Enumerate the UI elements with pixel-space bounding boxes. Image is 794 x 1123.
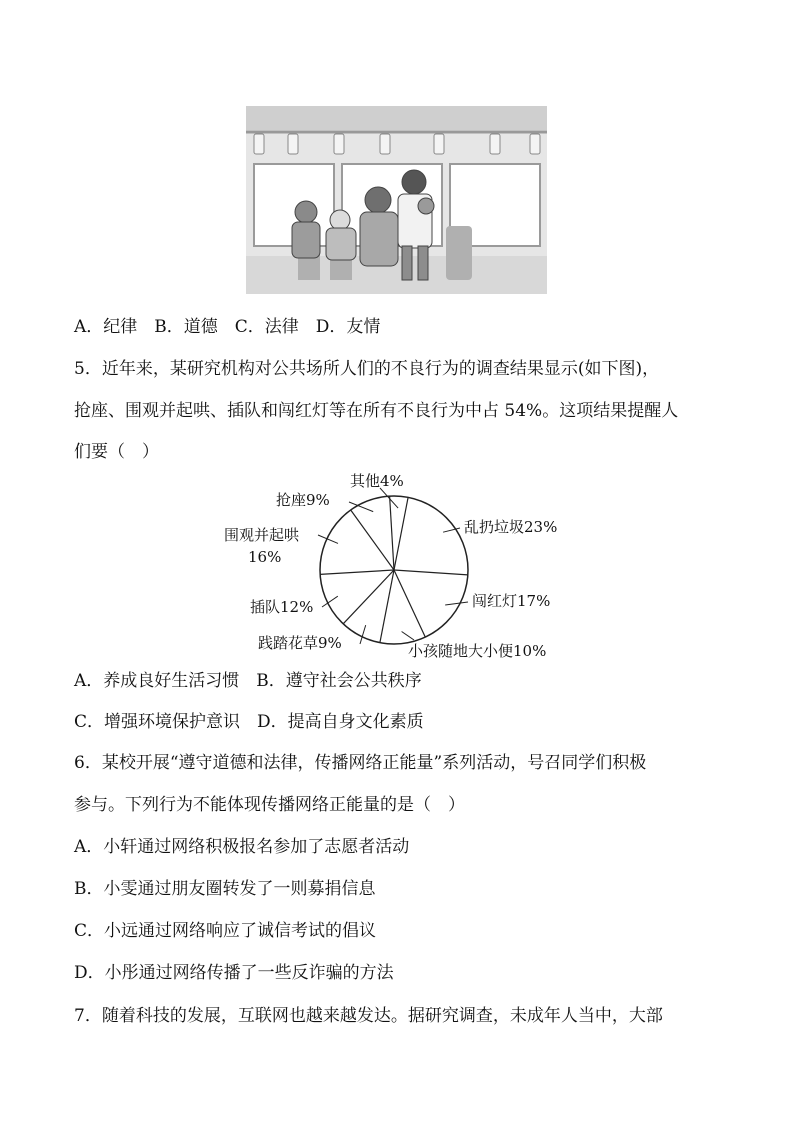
pie-slice-boundary (320, 570, 394, 574)
pie-slice-boundary (394, 570, 468, 575)
pie-leader-line (322, 596, 338, 607)
pie-leader-line (445, 602, 468, 605)
q5-stem-line2: 抢座、围观并起哄、插队和闯红灯等在所有不良行为中占 54%。这项结果提醒人 (74, 401, 679, 421)
pie-slice-label-value: 16% (248, 548, 282, 566)
q6-option-b: B．小雯通过朋友圈转发了一则募捐信息 (74, 879, 376, 899)
q5-stem-line3: 们要（ ） (74, 442, 159, 462)
q6-option-a: A．小轩通过网络积极报名参加了志愿者活动 (74, 837, 410, 857)
q7-stem-line1: 7．随着科技的发展，互联网也越来越发达。据研究调查，未成年人当中，大部 (74, 1006, 663, 1026)
pie-leader-line (360, 625, 366, 644)
pie-slice-label: 围观并起哄 (224, 526, 300, 544)
q6-option-c: C．小远通过网络响应了诚信考试的倡议 (74, 921, 377, 941)
pie-chart (210, 462, 590, 667)
q6-stem-line2: 参与。下列行为不能体现传播网络正能量的是（ ） (74, 795, 465, 815)
pie-slice-boundary (390, 496, 394, 570)
pie-chart-svg (210, 462, 590, 667)
bus-scene-illustration (246, 106, 547, 294)
pie-slice-label: 其他4% (350, 472, 404, 490)
q6-stem-line1: 6．某校开展“遵守道德和法律，传播网络正能量”系列活动，号召同学们积极 (74, 753, 647, 773)
pie-slice-boundary (394, 497, 408, 570)
q5-options-row1: A．养成良好生活习惯 B．遵守社会公共秩序 (74, 671, 422, 691)
pie-slice-boundary (343, 570, 394, 624)
q5-options-row2: C．增强环境保护意识 D．提高自身文化素质 (74, 712, 424, 732)
pie-slice-label: 插队12% (250, 598, 314, 616)
pie-slice-boundary (351, 510, 394, 570)
pie-slice-label: 践踏花草9% (258, 634, 342, 652)
pie-leader-line (380, 488, 398, 508)
q4-options: A．纪律 B．道德 C．法律 D．友情 (74, 317, 381, 337)
pie-slice-boundary (394, 570, 425, 637)
pie-slice-label: 闯红灯17% (472, 592, 551, 610)
q6-option-d: D．小彤通过网络传播了一些反诈骗的方法 (74, 963, 394, 983)
pie-leader-line (402, 632, 414, 641)
pie-slice-label: 抢座9% (276, 491, 330, 509)
pie-slice-label: 小孩随地大小便10% (408, 642, 547, 660)
pie-slice-label: 乱扔垃圾23% (464, 518, 558, 536)
q5-stem-line1: 5．近年来，某研究机构对公共场所人们的不良行为的调查结果显示(如下图)， (74, 359, 660, 379)
pie-slice-boundary (380, 570, 394, 643)
